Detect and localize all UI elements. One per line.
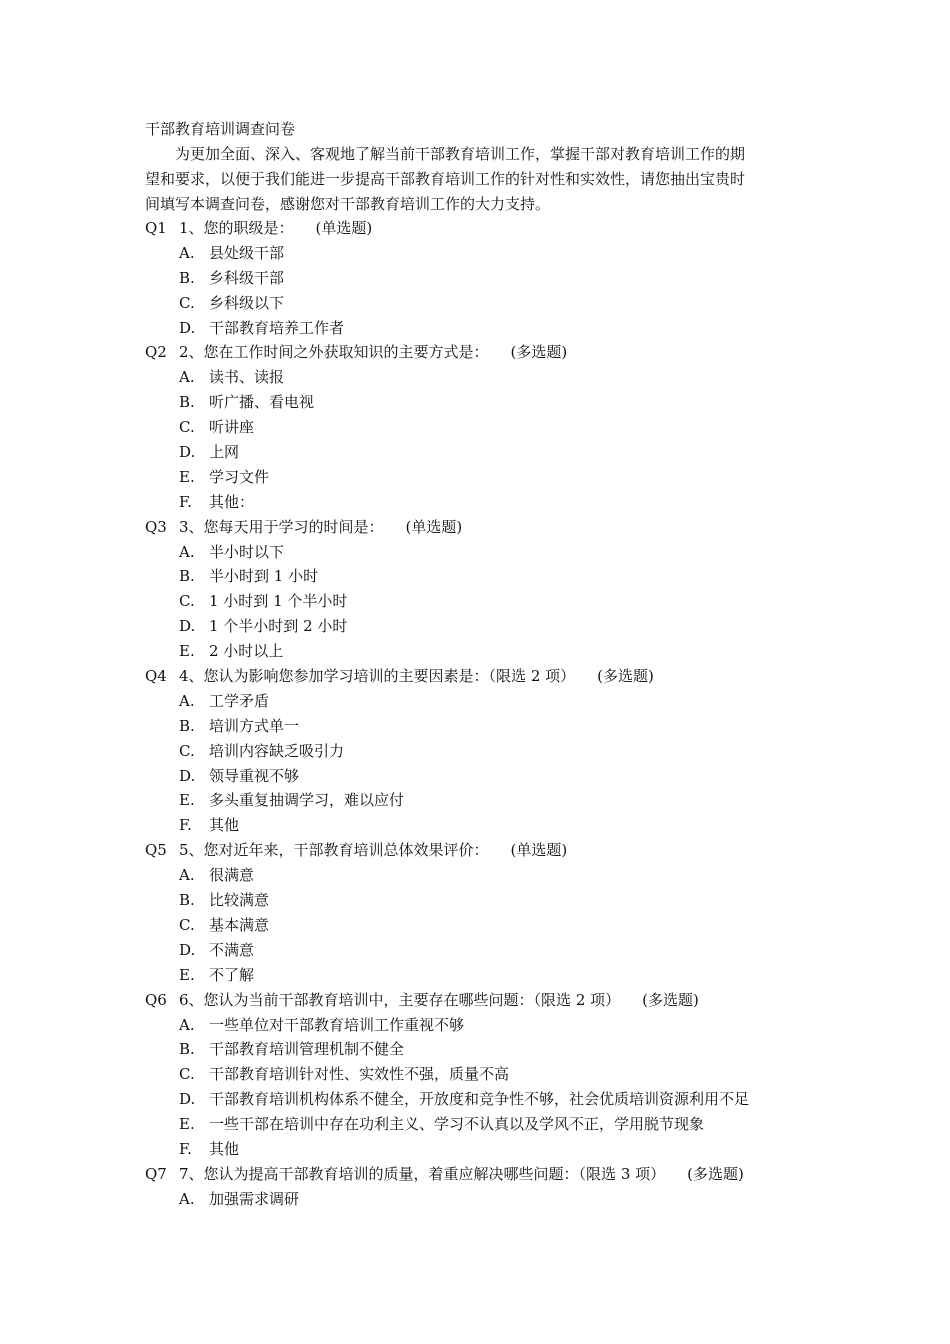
question-number: Q4: [145, 667, 167, 686]
option-text: 听讲座: [209, 418, 255, 437]
option-letter: F.: [179, 816, 192, 835]
option-text: 读书、读报: [209, 368, 285, 387]
option-text: 比较满意: [209, 891, 270, 910]
option-item[interactable]: [145, 316, 825, 341]
question-type: (单选题): [315, 219, 373, 237]
option-text: 不满意: [209, 940, 255, 959]
question-text: 4、您认为影响您参加学习培训的主要因素是：（限选 2 项）: [179, 667, 576, 686]
question-7: [145, 1162, 825, 1187]
option-letter: A.: [179, 243, 195, 262]
option-text: 1 个半小时到 2 小时: [209, 617, 348, 636]
option-letter: D.: [179, 443, 196, 462]
question-5: [145, 838, 825, 863]
option-text: 学习文件: [209, 467, 270, 486]
option-letter: B.: [179, 268, 195, 287]
option-item[interactable]: [145, 1062, 825, 1087]
option-text: 1 小时到 1 个半小时: [209, 592, 348, 611]
question-type: (单选题): [405, 517, 463, 536]
question-text: 2、您在工作时间之外获取知识的主要方式是：: [179, 343, 489, 362]
option-text: 半小时到 1 小时: [209, 567, 319, 586]
question-number: Q1: [145, 219, 167, 237]
option-text: 上网: [209, 443, 240, 462]
intro-paragraph: [145, 142, 813, 217]
option-item[interactable]: [145, 415, 825, 440]
option-item[interactable]: [145, 764, 825, 789]
option-item[interactable]: [145, 938, 825, 963]
option-text: 干部教育培训针对性、实效性不强，质量不高: [209, 1065, 510, 1084]
option-item[interactable]: [145, 241, 825, 266]
option-item[interactable]: [145, 913, 825, 938]
option-item[interactable]: [145, 490, 825, 515]
option-text: 其他: [209, 1139, 240, 1158]
option-text: 其他：: [209, 492, 255, 511]
question-type: (单选题): [510, 841, 568, 860]
option-text: 乡科级以下: [209, 293, 285, 312]
option-letter: D.: [179, 318, 196, 337]
option-item[interactable]: [145, 291, 825, 316]
option-item[interactable]: [145, 589, 825, 614]
question-list: [145, 216, 825, 1212]
option-letter: D.: [179, 1090, 196, 1109]
option-text: 很满意: [209, 866, 255, 885]
option-item[interactable]: [145, 739, 825, 764]
option-text: 干部教育培训机构体系不健全，开放度和竞争性不够，社会优质培训资源利用不足: [209, 1090, 750, 1109]
option-text: 不了解: [209, 965, 255, 984]
option-letter: A.: [179, 866, 195, 885]
option-text: 培训内容缺乏吸引力: [209, 741, 345, 760]
option-letter: C.: [179, 293, 195, 312]
option-letter: C.: [179, 592, 195, 611]
question-text: 6、您认为当前干部教育培训中，主要存在哪些问题：（限选 2 项）: [179, 990, 621, 1009]
question-6: [145, 988, 825, 1013]
option-letter: E.: [179, 467, 195, 486]
option-text: 工学矛盾: [209, 691, 270, 710]
intro-line: 间填写本调查问卷，感谢您对干部教育培训工作的大力支持。: [145, 194, 551, 213]
option-letter: E.: [179, 791, 195, 810]
option-text: 基本满意: [209, 915, 270, 934]
question-3: [145, 515, 825, 540]
question-type: (多选题): [597, 667, 654, 686]
option-item[interactable]: [145, 788, 825, 813]
option-text: 一些干部在培训中存在功利主义、学习不认真以及学风不正，学用脱节现象: [209, 1115, 705, 1134]
option-item[interactable]: [145, 365, 825, 390]
option-item[interactable]: [145, 714, 825, 739]
option-text: 多头重复抽调学习，难以应付: [209, 791, 405, 810]
option-item[interactable]: [145, 465, 825, 490]
option-text: 加强需求调研: [209, 1189, 300, 1208]
option-item[interactable]: [145, 863, 825, 888]
option-letter: D.: [179, 766, 196, 785]
option-letter: A.: [179, 368, 195, 387]
option-item[interactable]: [145, 1137, 825, 1162]
option-letter: D.: [179, 940, 196, 959]
option-text: 听广播、看电视: [209, 393, 315, 412]
option-text: 半小时以下: [209, 542, 285, 561]
option-item[interactable]: [145, 564, 825, 589]
question-type: (多选题): [687, 1164, 744, 1183]
option-item[interactable]: [145, 1087, 825, 1112]
option-item[interactable]: [145, 390, 825, 415]
option-item[interactable]: [145, 266, 825, 291]
document-title: 干部教育培训调查问卷: [145, 120, 296, 138]
option-item[interactable]: [145, 888, 825, 913]
option-text: 乡科级干部: [209, 268, 285, 287]
option-letter: B.: [179, 567, 195, 586]
option-letter: E.: [179, 965, 195, 984]
option-item[interactable]: [145, 440, 825, 465]
option-letter: F.: [179, 1139, 192, 1158]
option-text: 一些单位对干部教育培训工作重视不够: [209, 1015, 465, 1034]
option-letter: A.: [179, 542, 195, 561]
option-text: 2 小时以上: [209, 642, 284, 661]
option-letter: B.: [179, 716, 195, 735]
option-letter: C.: [179, 418, 195, 437]
option-text: 干部教育培训管理机制不健全: [209, 1040, 405, 1059]
option-item[interactable]: [145, 1112, 825, 1137]
option-letter: B.: [179, 393, 195, 412]
option-letter: A.: [179, 1189, 195, 1208]
option-letter: A.: [179, 1015, 195, 1034]
question-2: [145, 340, 825, 365]
option-letter: B.: [179, 1040, 195, 1059]
option-item[interactable]: [145, 639, 825, 664]
question-1: [145, 216, 825, 241]
option-text: 培训方式单一: [209, 716, 300, 735]
option-item[interactable]: [145, 614, 825, 639]
option-text: 领导重视不够: [209, 766, 300, 785]
question-number: Q3: [145, 517, 167, 536]
option-letter: C.: [179, 1065, 195, 1084]
option-letter: A.: [179, 691, 195, 710]
option-letter: D.: [179, 617, 196, 636]
option-item[interactable]: [145, 813, 825, 838]
question-text: 1、您的职级是：: [179, 219, 294, 237]
option-item[interactable]: [145, 1187, 825, 1212]
option-item[interactable]: [145, 689, 825, 714]
option-item[interactable]: [145, 1013, 825, 1038]
intro-line: 望和要求，以便于我们能进一步提高干部教育培训工作的针对性和实效性，请您抽出宝贵时: [145, 169, 746, 188]
question-4: [145, 664, 825, 689]
option-text: 县处级干部: [209, 243, 285, 262]
intro-line: 为更加全面、深入、客观地了解当前干部教育培训工作，掌握干部对教育培训工作的期: [175, 145, 746, 163]
option-letter: B.: [179, 891, 195, 910]
option-text: 干部教育培养工作者: [209, 318, 345, 337]
question-type: (多选题): [642, 990, 699, 1009]
option-text: 其他: [209, 816, 240, 835]
question-text: 5、您对近年来，干部教育培训总体效果评价：: [179, 841, 489, 860]
question-text: 7、您认为提高干部教育培训的质量，着重应解决哪些问题：（限选 3 项）: [179, 1164, 666, 1183]
question-number: Q2: [145, 343, 167, 362]
question-number: Q6: [145, 990, 167, 1009]
option-letter: C.: [179, 741, 195, 760]
option-item[interactable]: [145, 540, 825, 565]
option-letter: C.: [179, 915, 195, 934]
option-letter: E.: [179, 642, 195, 661]
option-item[interactable]: [145, 963, 825, 988]
option-letter: E.: [179, 1115, 195, 1134]
option-item[interactable]: [145, 1037, 825, 1062]
question-number: Q7: [145, 1164, 167, 1183]
option-letter: F.: [179, 492, 192, 511]
question-number: Q5: [145, 841, 167, 860]
question-type: (多选题): [510, 343, 568, 362]
question-text: 3、您每天用于学习的时间是：: [179, 517, 384, 536]
